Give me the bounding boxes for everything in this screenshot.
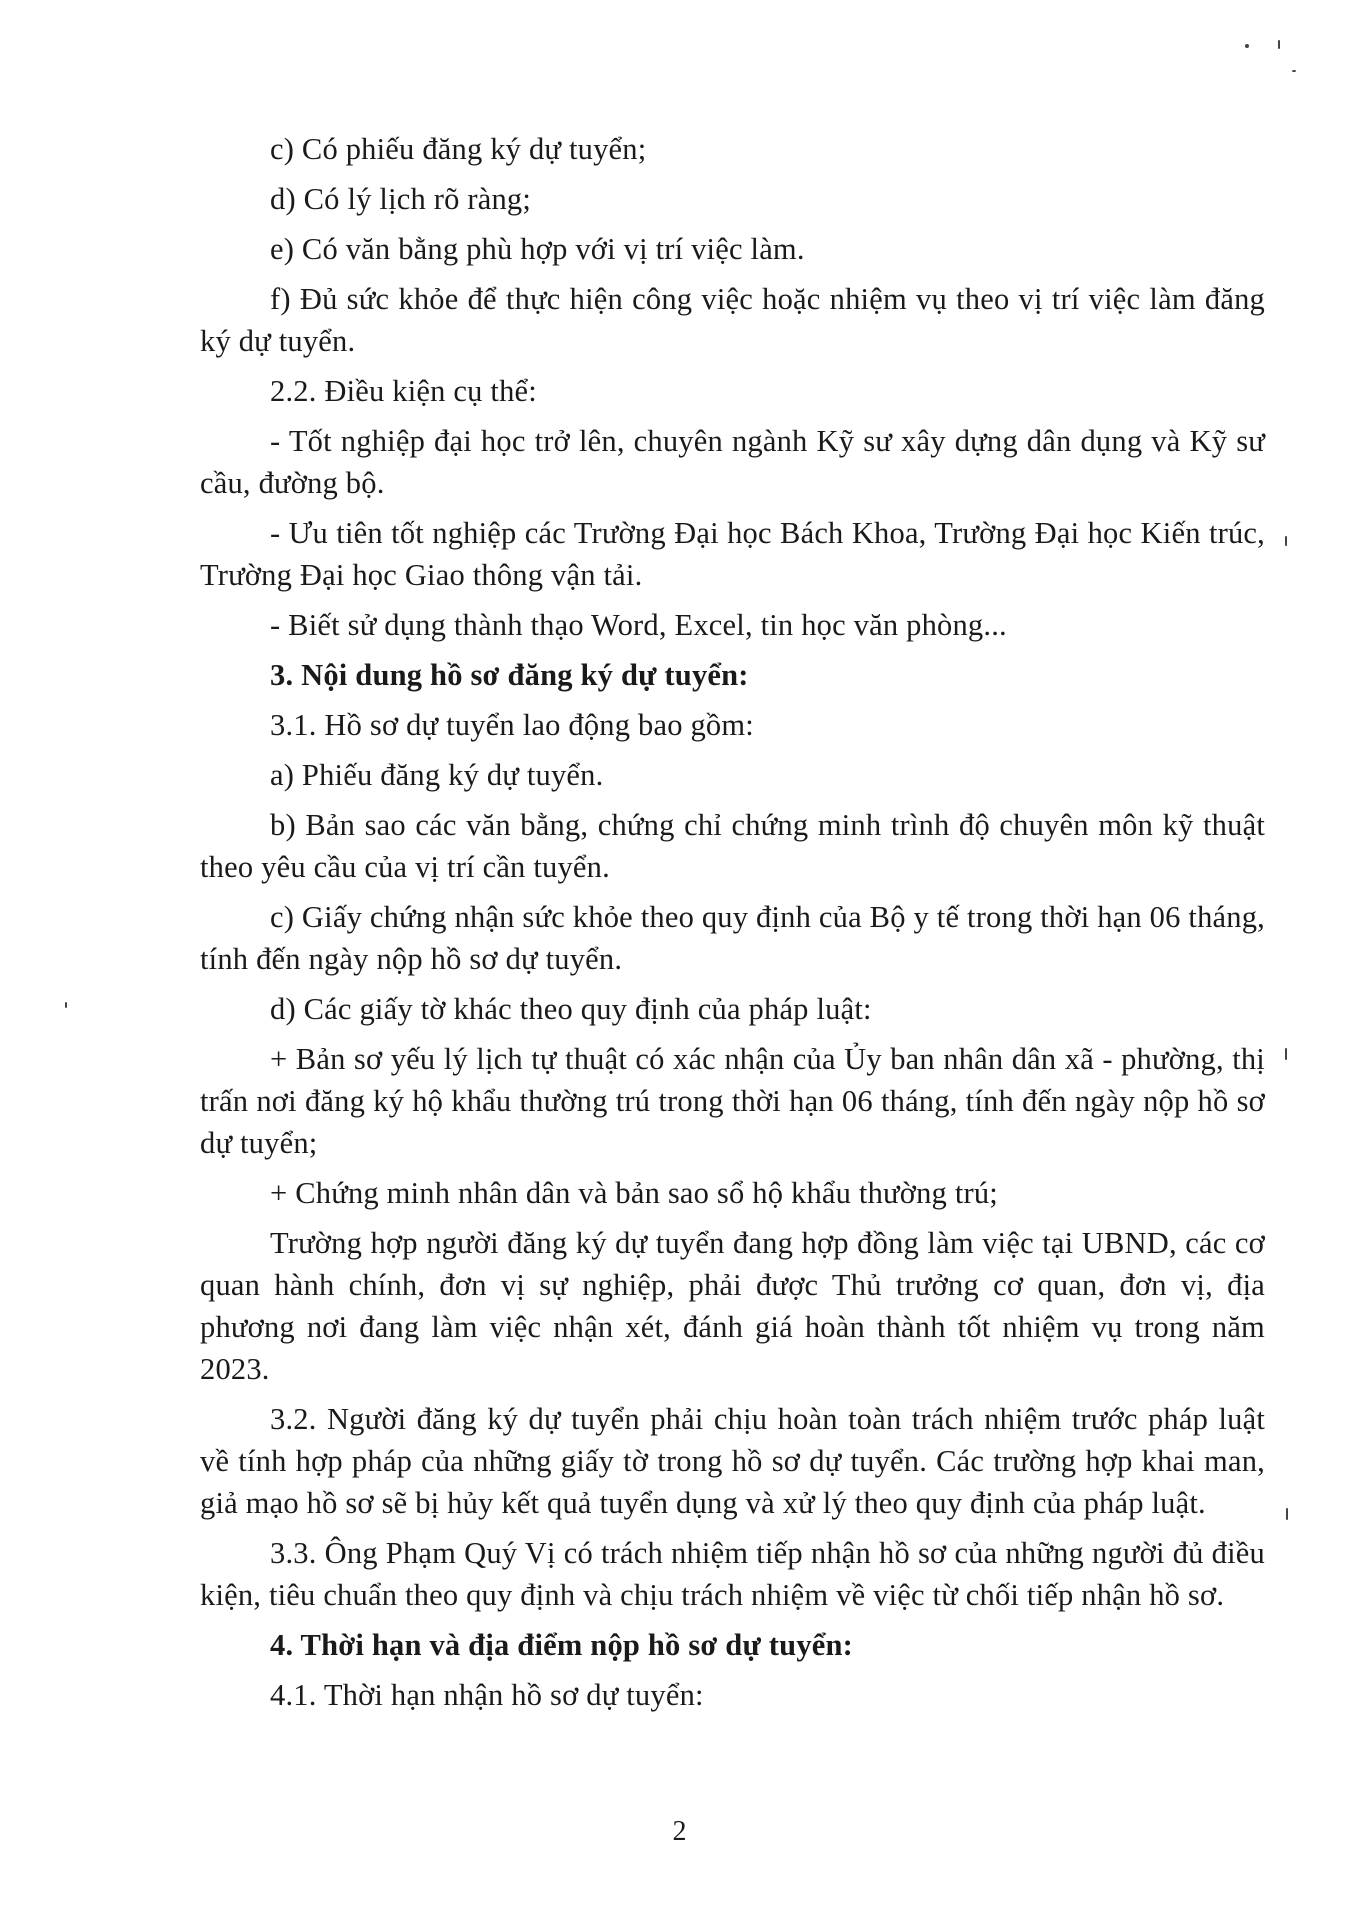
paragraph-b-copies-diplomas: b) Bản sao các văn bằng, chứng chỉ chứng minh trình độ chuyên môn kỹ thuật theo yêu cầu của vị trí cần tuyển. (200, 808, 1265, 884)
paragraph-e-diploma: e) Có văn bằng phù hợp với vị trí việc làm. (270, 232, 805, 266)
paragraph-receiver: 3.3. Ông Phạm Quý Vị có trách nhiệm tiếp nhận hồ sơ của những người đủ điều kiện, tiêu chuẩn theo quy định và chịu trách nhiệm về việc từ chối tiếp nhận hồ sơ. (200, 1536, 1265, 1612)
paragraph-university-degree: - Tốt nghiệp đại học trở lên, chuyên ngành Kỹ sư xây dựng dân dụng và Kỹ sư cầu, đường bộ. (200, 424, 1265, 500)
document-body (200, 128, 1265, 1724)
section-heading-deadline-location: 4. Thời hạn và địa điểm nộp hồ sơ dự tuyển: (270, 1628, 854, 1662)
paragraph-d-other-documents: d) Các giấy tờ khác theo quy định của pháp luật: (270, 992, 872, 1026)
paragraph-current-employees: Trường hợp người đăng ký dự tuyển đang hợp đồng làm việc tại UBND, các cơ quan hành chính, đơn vị sự nghiệp, phải được Thủ trưởng cơ quan, đơn vị, địa phương nơi đang làm việc nhận xét, đánh giá hoàn thành tốt nhiệm vụ trong năm 2023. (200, 1226, 1265, 1386)
paragraph-priority-universities: - Ưu tiên tốt nghiệp các Trường Đại học Bách Khoa, Trường Đại học Kiến trúc, Trường Đại học Giao thông vận tải. (200, 516, 1265, 592)
scan-speck (1285, 1048, 1287, 1060)
paragraph-c-health-certificate: c) Giấy chứng nhận sức khỏe theo quy định của Bộ y tế trong thời hạn 06 tháng, tính đến ngày nộp hồ sơ dự tuyển. (200, 900, 1265, 976)
paragraph-office-skills: - Biết sử dụng thành thạo Word, Excel, tin học văn phòng... (270, 608, 1007, 642)
page-number: 2 (672, 1816, 687, 1847)
paragraph-d-clear-background: d) Có lý lịch rõ ràng; (270, 182, 532, 216)
paragraph-f-health: f) Đủ sức khỏe để thực hiện công việc hoặc nhiệm vụ theo vị trí việc làm đăng ký dự tuyển. (200, 282, 1265, 358)
paragraph-id-card: + Chứng minh nhân dân và bản sao sổ hộ khẩu thường trú; (270, 1176, 998, 1210)
paragraph-deadline: 4.1. Thời hạn nhận hồ sơ dự tuyển: (270, 1678, 704, 1712)
paragraph-a-registration-form: a) Phiếu đăng ký dự tuyển. (270, 758, 604, 792)
paragraph-application-includes: 3.1. Hồ sơ dự tuyển lao động bao gồm: (270, 708, 754, 742)
scan-speck (1285, 536, 1287, 546)
scan-speck (1245, 44, 1249, 48)
section-heading-application-content: 3. Nội dung hồ sơ đăng ký dự tuyển: (270, 658, 749, 692)
scan-speck (1286, 1508, 1288, 1520)
scan-speck (65, 1002, 67, 1008)
scan-speck (1278, 40, 1280, 49)
paragraph-resume: + Bản sơ yếu lý lịch tự thuật có xác nhận của Ủy ban nhân dân xã - phường, thị trấn nơi đăng ký hộ khẩu thường trú trong thời hạn 06 tháng, tính đến ngày nộp hồ sơ dự tuyển; (200, 1042, 1265, 1160)
paragraph-responsibility: 3.2. Người đăng ký dự tuyển phải chịu hoàn toàn trách nhiệm trước pháp luật về tính hợp pháp của những giấy tờ trong hồ sơ dự tuyển. Các trường hợp khai man, giả mạo hồ sơ sẽ bị hủy kết quả tuyển dụng và xử lý theo quy định của pháp luật. (200, 1402, 1265, 1520)
scan-speck (1292, 70, 1296, 72)
paragraph-c-registration-form: c) Có phiếu đăng ký dự tuyển; (270, 132, 647, 166)
paragraph-specific-conditions: 2.2. Điều kiện cụ thể: (270, 374, 537, 408)
